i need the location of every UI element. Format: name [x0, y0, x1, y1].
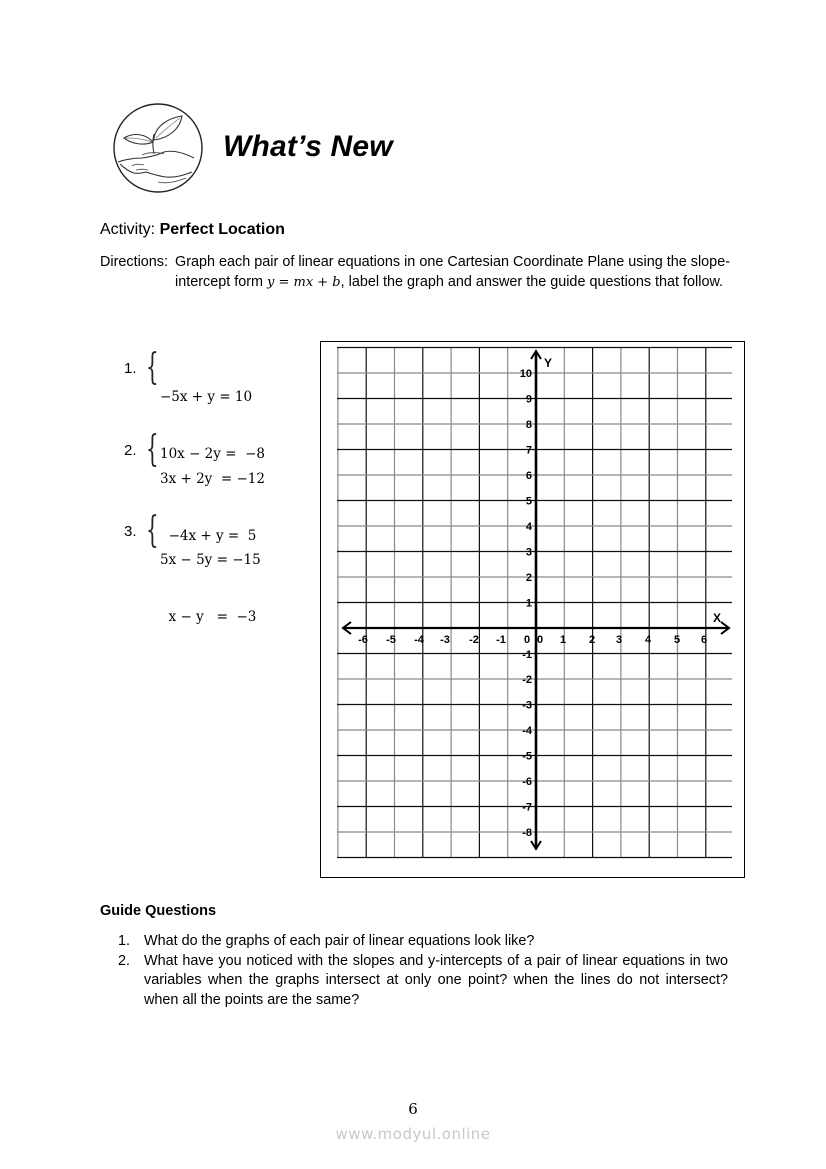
page-number: 6	[408, 1100, 418, 1118]
y-tick-label: 1	[525, 597, 532, 610]
equation-line-1: 3x + 2y = −12	[160, 471, 265, 487]
guide-question-1	[118, 932, 728, 952]
watermark: www.modyul.online	[335, 1125, 491, 1143]
x-tick-label: -6	[358, 634, 368, 646]
x-tick-label: 4	[644, 634, 652, 646]
equation-number: 3.	[124, 523, 137, 540]
x-tick-label: 0	[536, 634, 544, 646]
y-tick-label: -1	[522, 649, 532, 661]
y-tick-label: 2	[525, 572, 532, 584]
x-tick-label: -2	[469, 634, 479, 646]
slope-intercept-formula: y = mx + b	[266, 274, 341, 290]
activity-name: Perfect Location	[159, 221, 285, 238]
y-tick-label: -2	[522, 674, 532, 686]
hand-holding-seedling-icon	[112, 102, 204, 194]
activity-line	[100, 221, 285, 239]
equation-number: 2.	[124, 442, 137, 459]
y-tick-label: -8	[522, 827, 532, 839]
cartesian-plane[interactable]	[321, 342, 746, 879]
y-tick-label: 5	[525, 495, 532, 508]
y-tick-label: 10	[519, 368, 532, 380]
equation-lines	[160, 513, 261, 665]
equation-number: 1.	[124, 360, 137, 377]
y-tick-label: 3	[525, 546, 532, 559]
x-tick-label: -1	[496, 634, 506, 646]
x-tick-label: 6	[700, 634, 708, 646]
x-tick-label: 2	[588, 634, 596, 646]
brace-icon: {	[146, 347, 159, 388]
directions-label: Directions:	[100, 254, 168, 270]
y-tick-label: -6	[522, 776, 532, 788]
y-tick-label: 6	[525, 470, 532, 482]
x-axis-label: X	[713, 611, 722, 625]
question-number: 1.	[118, 933, 131, 949]
cartesian-plane-box	[320, 341, 745, 878]
y-tick-label: 7	[525, 444, 532, 457]
x-tick-label: 0	[523, 634, 531, 646]
equation-line-2: −4x + y = 5	[160, 528, 257, 544]
y-tick-label: -3	[522, 699, 532, 712]
y-tick-label: -4	[522, 725, 532, 737]
equation-line-2: x − y = −3	[160, 609, 257, 625]
x-tick-label: 1	[559, 634, 567, 646]
directions-text-before: Graph each pair of linear equations in one Cartesian Coordinate Plane using the slope-intercept form	[175, 254, 730, 290]
y-tick-label: -7	[522, 801, 532, 814]
x-tick-label: -3	[440, 634, 450, 646]
guide-question-2	[118, 952, 728, 1011]
equation-line-2: 10x − 2y = −8	[160, 446, 265, 462]
equation-line-1: 5x − 5y = −15	[160, 552, 261, 568]
page-title: What’s New	[223, 130, 393, 163]
equation-line-1: −5x + y = 10	[160, 389, 253, 405]
y-tick-label: 9	[525, 393, 532, 406]
question-number: 2.	[118, 952, 131, 969]
y-tick-label: 8	[525, 419, 532, 431]
x-tick-label: 5	[673, 634, 681, 646]
directions-text-after: , label the graph and answer the guide questions that follow.	[340, 273, 724, 290]
y-axis-label: Y	[544, 356, 553, 370]
activity-label: Activity:	[100, 221, 160, 238]
y-tick-label: 4	[525, 521, 532, 533]
directions-text	[175, 253, 730, 292]
guide-questions-heading: Guide Questions	[100, 903, 217, 919]
brace-icon: {	[146, 510, 159, 551]
y-tick-label: -5	[522, 750, 532, 763]
brace-icon: {	[146, 429, 159, 470]
x-tick-label: -4	[414, 634, 424, 646]
x-tick-label: -5	[386, 634, 396, 646]
question-text: What do the graphs of each pair of linear equations look like?	[144, 933, 535, 949]
question-text: What have you noticed with the slopes and y-intercepts of a pair of linear equations in two variables when the graphs intersect at only one point? when the lines do not intersect? when all the points are the same?	[144, 952, 728, 1008]
guide-questions-list	[118, 932, 728, 1010]
x-tick-label: 3	[615, 634, 623, 646]
